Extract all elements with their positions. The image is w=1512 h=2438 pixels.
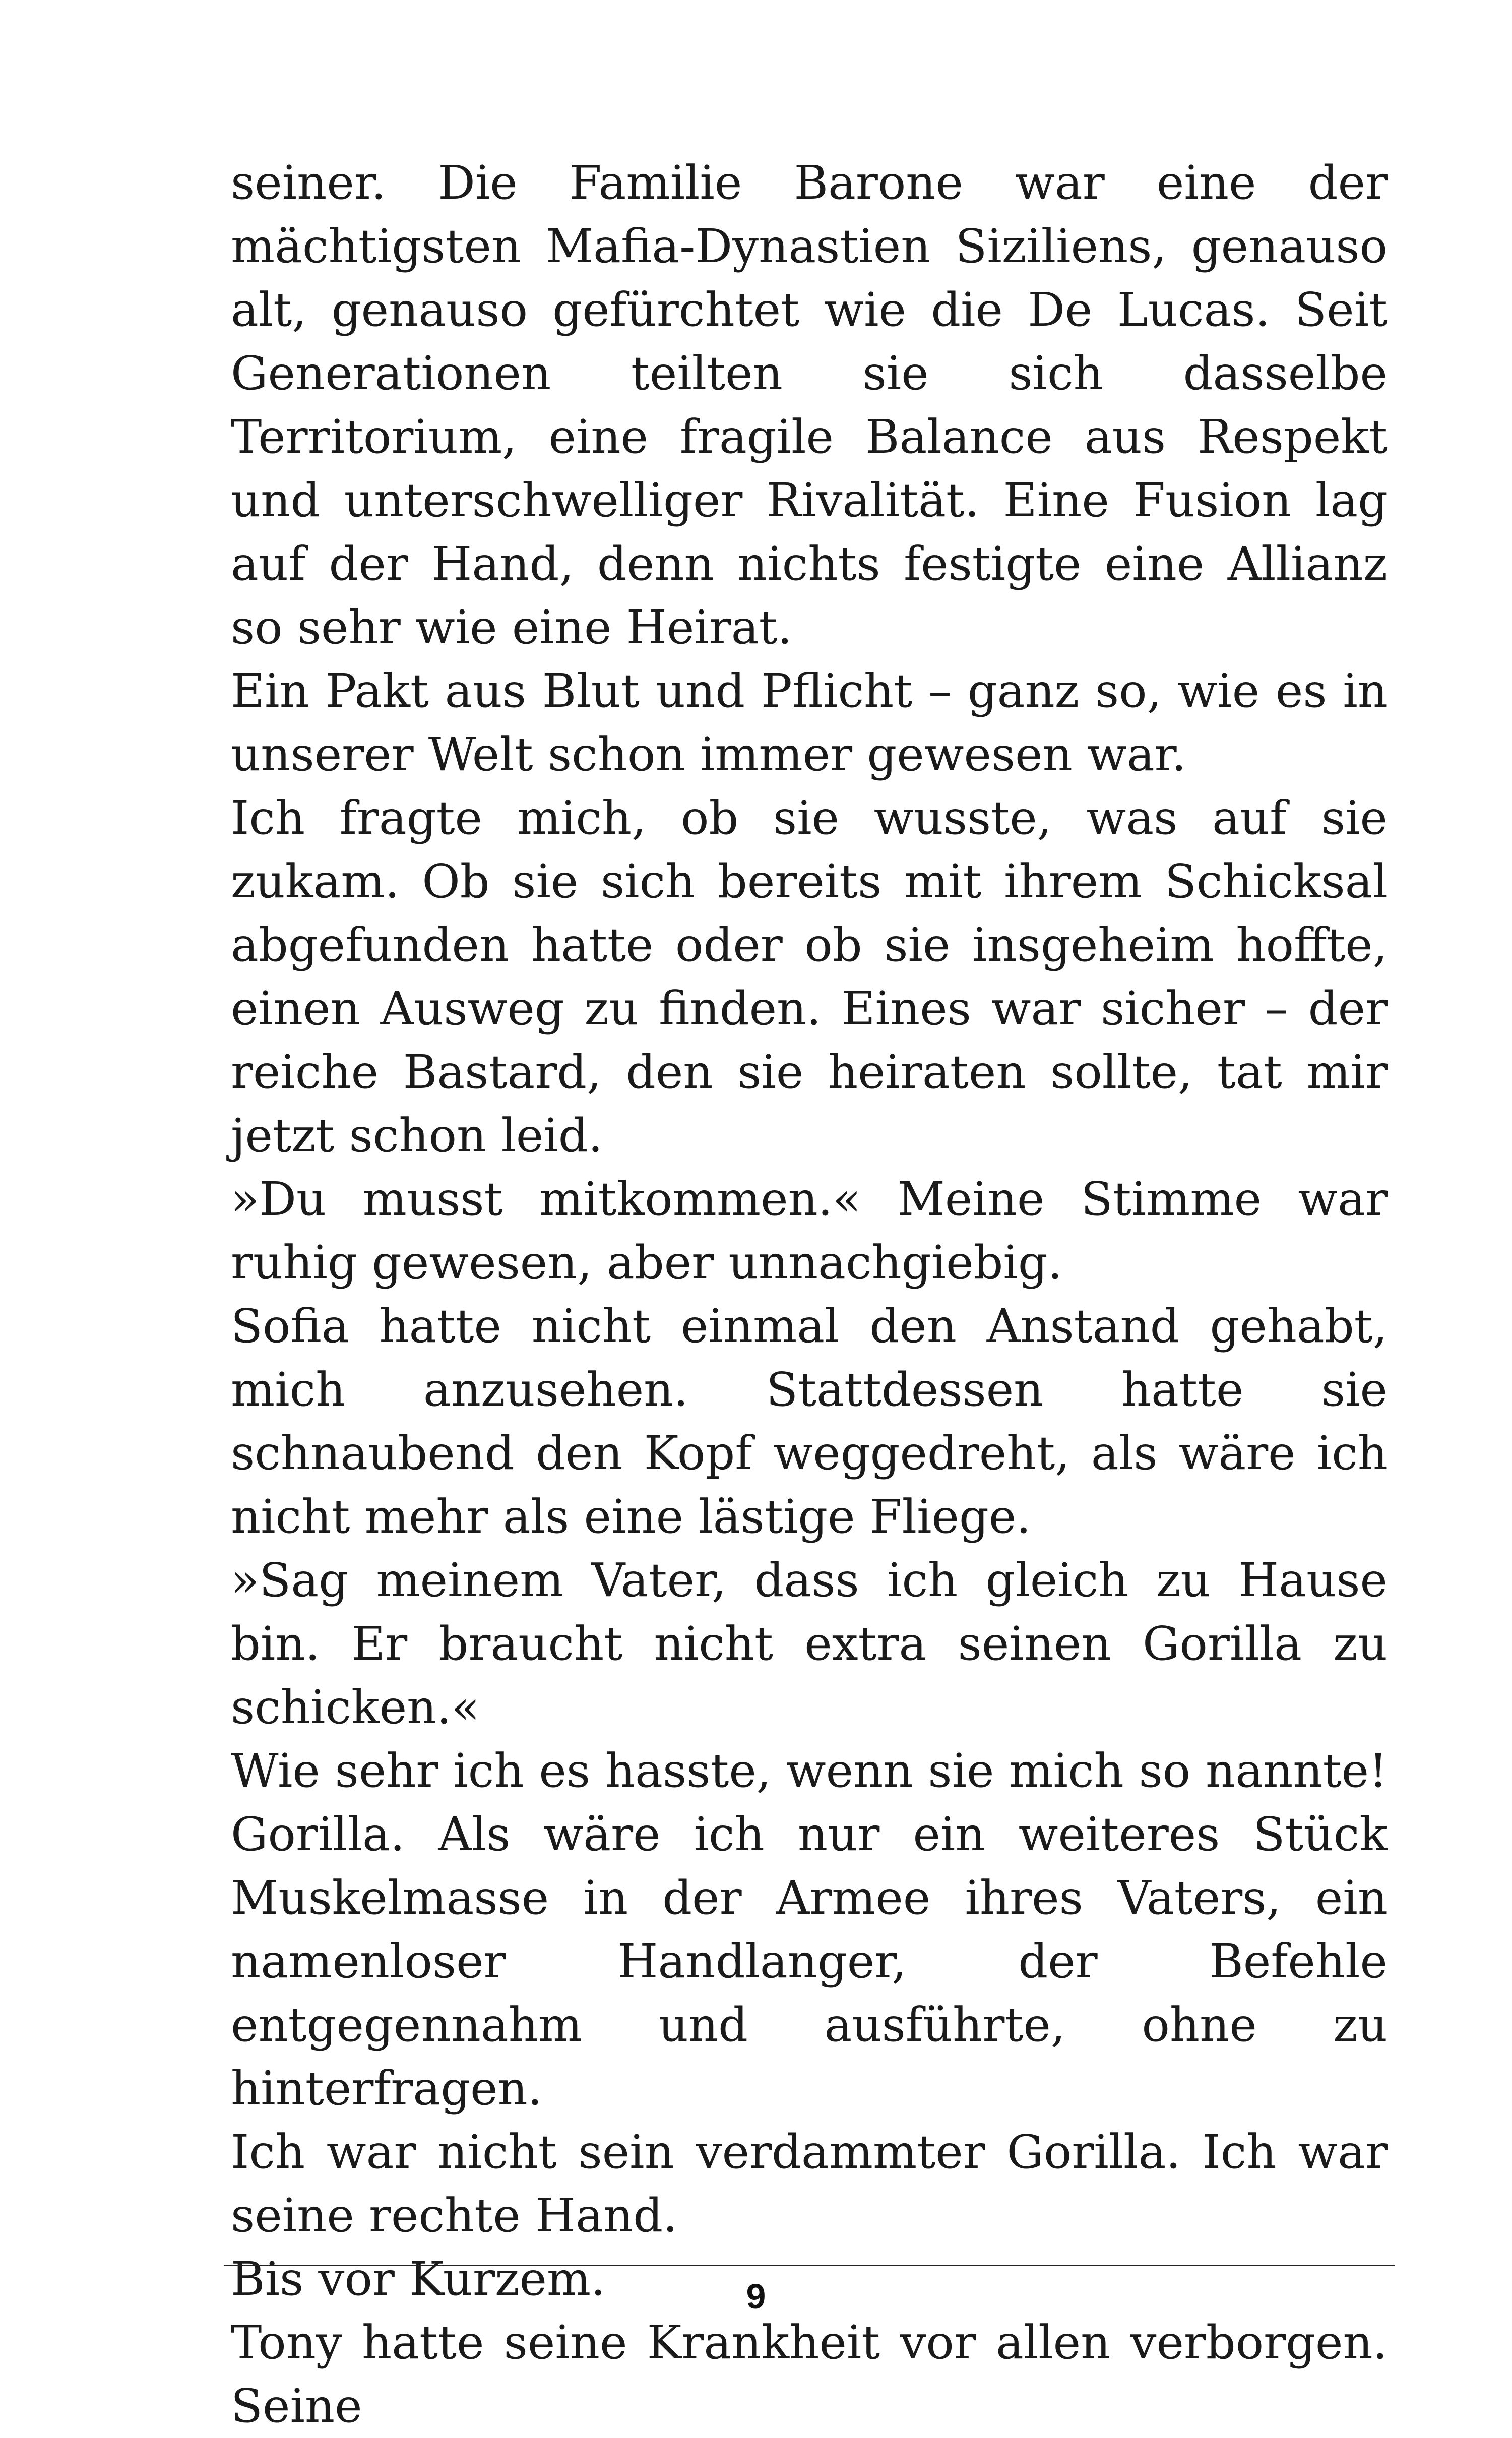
paragraph: Bis vor Kurzem. — [231, 2252, 606, 2306]
body-text — [231, 151, 1388, 2438]
paragraph: »Sag meinem Vater, dass ich gleich zu Hause bin. Er braucht nicht extra seinen Gorilla zu schicken.« — [231, 1553, 1388, 1734]
paragraph: Ich war nicht sein verdammter Gorilla. Ich war seine rechte Hand. — [231, 2125, 1388, 2242]
paragraph: Ein Pakt aus Blut und Pflicht – ganz so, wie es in unserer Welt schon immer gewesen war. — [231, 664, 1388, 781]
page-number: 9 — [746, 2277, 766, 2316]
paragraph: »Du musst mitkommen.« Meine Stimme war ruhig gewesen, aber unnachgiebig. — [231, 1172, 1388, 1290]
footer-divider — [224, 2265, 1395, 2266]
paragraph: seiner. Die Familie Barone war eine der mächtigsten Mafia-Dynastien Siziliens, genauso alt, genauso gefürchtet wie die De Lucas. Seit Generationen teilten sie sich dasselbe Territorium, eine fragile Balance aus Respekt und unterschwelliger Rivalität. Eine Fusion lag auf der Hand, denn nichts festigte eine Allianz so sehr wie eine Heirat. — [231, 156, 1388, 654]
paragraph: Wie sehr ich es hasste, wenn sie mich so nannte! Gorilla. Als wäre ich nur ein weiteres Stück Muskelmasse in der Armee ihres Vaters, ein namenloser Handlanger, der Befehle entgegennahm und ausführte, ohne zu hinterfragen. — [231, 1744, 1388, 2115]
paragraph: Sofia hatte nicht einmal den Anstand gehabt, mich anzusehen. Stattdessen hatte sie schnaubend den Kopf weggedreht, als wäre ich nicht mehr als eine lästige Fliege. — [231, 1299, 1388, 1544]
paragraph: Ich fragte mich, ob sie wusste, was auf sie zukam. Ob sie sich bereits mit ihrem Schicksal abgefunden hatte oder ob sie insgeheim hoffte, einen Ausweg zu finden. Eines war sicher – der reiche Bastard, den sie heiraten sollte, tat mir jetzt schon leid. — [231, 791, 1388, 1163]
paragraph: Tony hatte seine Krankheit vor allen verborgen. Seine — [231, 2315, 1388, 2433]
